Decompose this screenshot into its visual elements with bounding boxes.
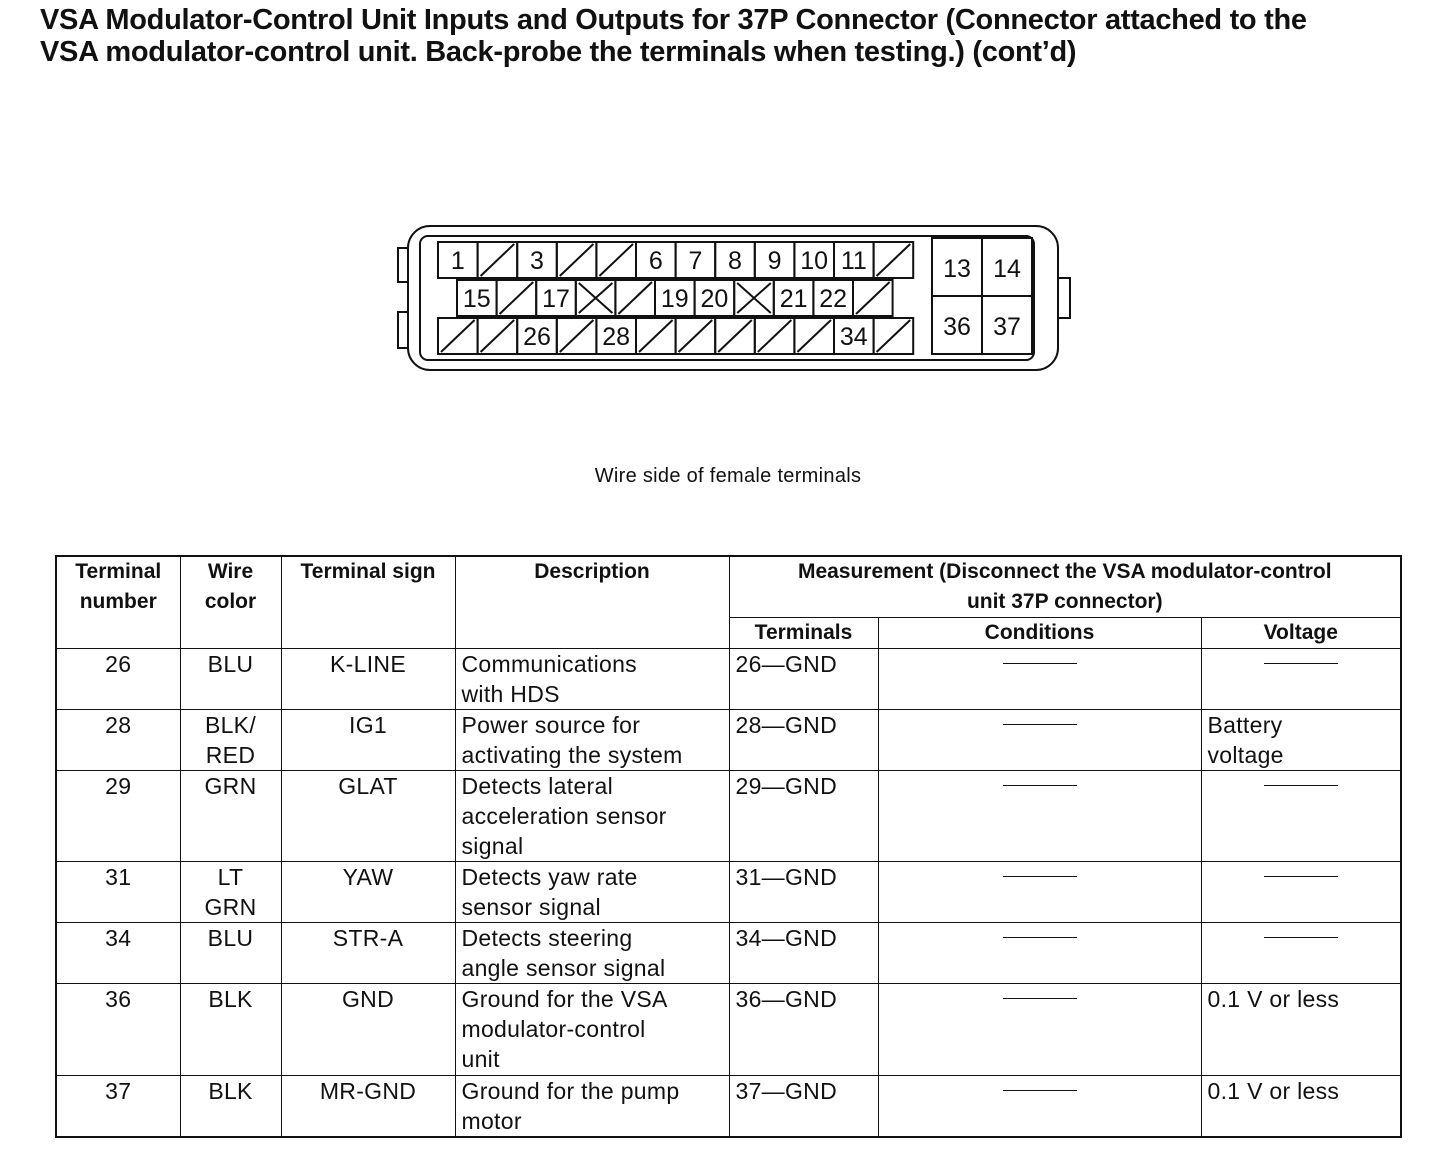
connector-latch-right — [1058, 278, 1070, 318]
page-title — [40, 4, 1440, 68]
diagram-caption: Wire side of female terminals — [594, 465, 862, 487]
terminal-number-label: 1 — [450, 247, 465, 275]
cell-conditions — [878, 984, 1201, 1076]
terminal-number-label: 36 — [943, 313, 971, 341]
cell-terminals: 28—GND — [729, 710, 878, 771]
cell-wire-color — [180, 862, 281, 923]
voltage-line: 0.1 V or less — [1207, 1078, 1340, 1104]
cell-voltage — [1201, 771, 1401, 862]
terminal-number-label: 8 — [728, 247, 742, 275]
terminal-number-label: 15 — [462, 285, 491, 313]
wire-color-line: GRN — [204, 894, 257, 920]
cell-terminal-number: 34 — [56, 923, 180, 984]
terminal-number-label: 17 — [542, 285, 570, 313]
cell-terminal-sign: GND — [281, 984, 455, 1076]
table-row — [56, 862, 1401, 923]
not-applicable-dash — [1003, 937, 1077, 938]
terminal-number-label: 14 — [993, 255, 1021, 283]
cell-description — [455, 710, 729, 771]
table-row — [56, 984, 1401, 1076]
terminal-number-label: 20 — [700, 285, 729, 313]
wire-color-line: BLK/ — [204, 712, 257, 738]
voltage-line: voltage — [1207, 742, 1284, 768]
header-wire-color — [180, 556, 281, 649]
cell-terminal-number: 36 — [56, 984, 180, 1076]
header-terminal-number — [56, 556, 180, 649]
cell-description — [455, 923, 729, 984]
cell-wire-color — [180, 1076, 281, 1138]
description-line: Detects lateral — [461, 773, 614, 799]
title-line-2: VSA modulator-control unit. Back-probe the terminals when testing.) (cont’d) — [40, 36, 1077, 68]
cell-voltage — [1201, 710, 1401, 771]
empty-terminal-slash — [797, 320, 831, 352]
cell-voltage — [1201, 862, 1401, 923]
empty-terminal-slash — [599, 244, 633, 276]
description-line: Ground for the pump — [461, 1078, 680, 1104]
cell-wire-color — [180, 984, 281, 1076]
terminal-number-label: 19 — [660, 285, 689, 313]
not-applicable-dash — [1264, 663, 1338, 664]
header-terminal-sign: Terminal sign — [281, 556, 455, 649]
table-body — [56, 649, 1401, 1138]
empty-terminal-slash — [441, 320, 475, 352]
not-applicable-dash — [1003, 724, 1077, 725]
table-row — [56, 923, 1401, 984]
cell-conditions — [878, 649, 1201, 710]
terminal-number-label: 13 — [943, 255, 971, 283]
terminal-number-label: 21 — [779, 285, 808, 313]
terminal-number-label: 26 — [523, 323, 551, 351]
cell-terminal-sign: IG1 — [281, 710, 455, 771]
description-line: Detects yaw rate — [461, 864, 638, 890]
description-line: acceleration sensor — [461, 803, 667, 829]
header-terminal-number-line: number — [79, 590, 157, 613]
empty-terminal-slash — [877, 320, 911, 352]
cell-conditions — [878, 923, 1201, 984]
terminal-number-label: 37 — [993, 313, 1021, 341]
cell-terminals: 29—GND — [729, 771, 878, 862]
connector-latch-left-top — [398, 248, 408, 282]
terminal-number-label: 3 — [530, 247, 544, 275]
voltage-line: Battery — [1207, 712, 1283, 738]
header-wire-color-line: color — [204, 590, 257, 613]
table-row — [56, 710, 1401, 771]
empty-terminal-slash — [718, 320, 752, 352]
terminal-number-label: 9 — [767, 247, 782, 275]
connector-latch-left-bottom — [398, 312, 408, 348]
wire-color-line: BLK — [208, 1078, 253, 1104]
terminal-table — [55, 555, 1402, 1138]
cell-wire-color — [180, 710, 281, 771]
cell-description — [455, 862, 729, 923]
connector-diagram — [392, 222, 1072, 374]
terminal-number-label: 28 — [602, 323, 631, 351]
wire-color-line: RED — [205, 742, 256, 768]
description-line: angle sensor signal — [461, 955, 666, 981]
cell-terminal-number: 26 — [56, 649, 180, 710]
empty-terminal-slash — [679, 320, 713, 352]
empty-terminal-slash — [560, 244, 594, 276]
cell-wire-color — [180, 923, 281, 984]
description-line: Communications — [461, 651, 637, 677]
cell-voltage — [1201, 923, 1401, 984]
terminal-number-label: 34 — [839, 323, 868, 351]
empty-terminal-slash — [639, 320, 673, 352]
empty-terminal-slash — [618, 282, 652, 314]
wire-color-line: GRN — [204, 773, 257, 799]
empty-terminal-slash — [481, 244, 515, 276]
cell-voltage — [1201, 649, 1401, 710]
cell-terminals: 31—GND — [729, 862, 878, 923]
description-line: with HDS — [461, 681, 560, 707]
empty-terminal-slash — [877, 244, 911, 276]
empty-terminal-slash — [758, 320, 792, 352]
header-terminals: Terminals — [729, 618, 878, 649]
header-measurement-line: unit 37P connector) — [966, 590, 1163, 613]
title-line-1: VSA Modulator-Control Unit Inputs and Outputs for 37P Connector (Connector attached to the — [40, 4, 1307, 36]
not-applicable-dash — [1003, 663, 1077, 664]
not-applicable-dash — [1003, 998, 1077, 999]
voltage-line: 0.1 V or less — [1207, 986, 1340, 1012]
empty-terminal-slash — [481, 320, 515, 352]
cell-voltage — [1201, 1076, 1401, 1138]
cell-terminal-number: 29 — [56, 771, 180, 862]
cell-description — [455, 1076, 729, 1138]
cell-terminals: 34—GND — [729, 923, 878, 984]
not-applicable-dash — [1264, 876, 1338, 877]
cell-terminal-sign: YAW — [281, 862, 455, 923]
header-description: Description — [455, 556, 729, 649]
description-line: Detects steering — [461, 925, 633, 951]
terminal-number-label: 6 — [648, 247, 663, 275]
empty-terminal-slash — [856, 282, 890, 314]
description-line: Ground for the VSA — [461, 986, 668, 1012]
terminal-number-label: 7 — [688, 247, 703, 275]
cell-terminals: 36—GND — [729, 984, 878, 1076]
header-row-1 — [56, 556, 1401, 618]
not-applicable-dash — [1264, 937, 1338, 938]
empty-terminal-slash — [560, 320, 594, 352]
wire-color-line: BLK — [208, 986, 253, 1012]
terminal-number-label: 11 — [840, 247, 867, 275]
cell-voltage — [1201, 984, 1401, 1076]
header-wire-color-line: Wire — [207, 560, 254, 583]
cell-description — [455, 984, 729, 1076]
not-applicable-dash — [1003, 1090, 1077, 1091]
cell-conditions — [878, 710, 1201, 771]
description-line: modulator-control — [461, 1016, 646, 1042]
header-terminal-number-line: Terminal — [75, 560, 162, 583]
description-line: signal — [461, 833, 524, 859]
connector-terminal-cells — [438, 238, 1032, 354]
cell-terminal-sign: GLAT — [281, 771, 455, 862]
terminal-number-label: 10 — [800, 247, 829, 275]
cell-terminal-sign: STR-A — [281, 923, 455, 984]
cell-terminal-number: 37 — [56, 1076, 180, 1138]
empty-terminal-slash — [500, 282, 534, 314]
table-row — [56, 649, 1401, 710]
wire-color-line: BLU — [207, 651, 254, 677]
cell-conditions — [878, 862, 1201, 923]
terminal-number-label: 22 — [819, 285, 848, 313]
header-measurement-line: Measurement (Disconnect the VSA modulator-control — [797, 560, 1332, 583]
cell-terminals: 26—GND — [729, 649, 878, 710]
header-conditions: Conditions — [878, 618, 1201, 649]
description-line: activating the system — [461, 742, 683, 768]
description-line: unit — [461, 1046, 500, 1072]
wire-color-line: LT — [217, 864, 244, 890]
cell-terminal-number: 31 — [56, 862, 180, 923]
cell-terminal-number: 28 — [56, 710, 180, 771]
not-applicable-dash — [1003, 785, 1077, 786]
header-measurement — [729, 556, 1401, 618]
cell-terminals: 37—GND — [729, 1076, 878, 1138]
cell-conditions — [878, 1076, 1201, 1138]
cell-wire-color — [180, 771, 281, 862]
cell-description — [455, 649, 729, 710]
wire-color-line: BLU — [207, 925, 254, 951]
cell-wire-color — [180, 649, 281, 710]
cell-terminal-sign: MR-GND — [281, 1076, 455, 1138]
cell-description — [455, 771, 729, 862]
not-applicable-dash — [1003, 876, 1077, 877]
header-voltage: Voltage — [1201, 618, 1401, 649]
table-row — [56, 1076, 1401, 1138]
not-applicable-dash — [1264, 785, 1338, 786]
description-line: motor — [461, 1108, 522, 1134]
table-row — [56, 771, 1401, 862]
description-line: Power source for — [461, 712, 641, 738]
cell-terminal-sign: K-LINE — [281, 649, 455, 710]
cell-conditions — [878, 771, 1201, 862]
description-line: sensor signal — [461, 894, 601, 920]
